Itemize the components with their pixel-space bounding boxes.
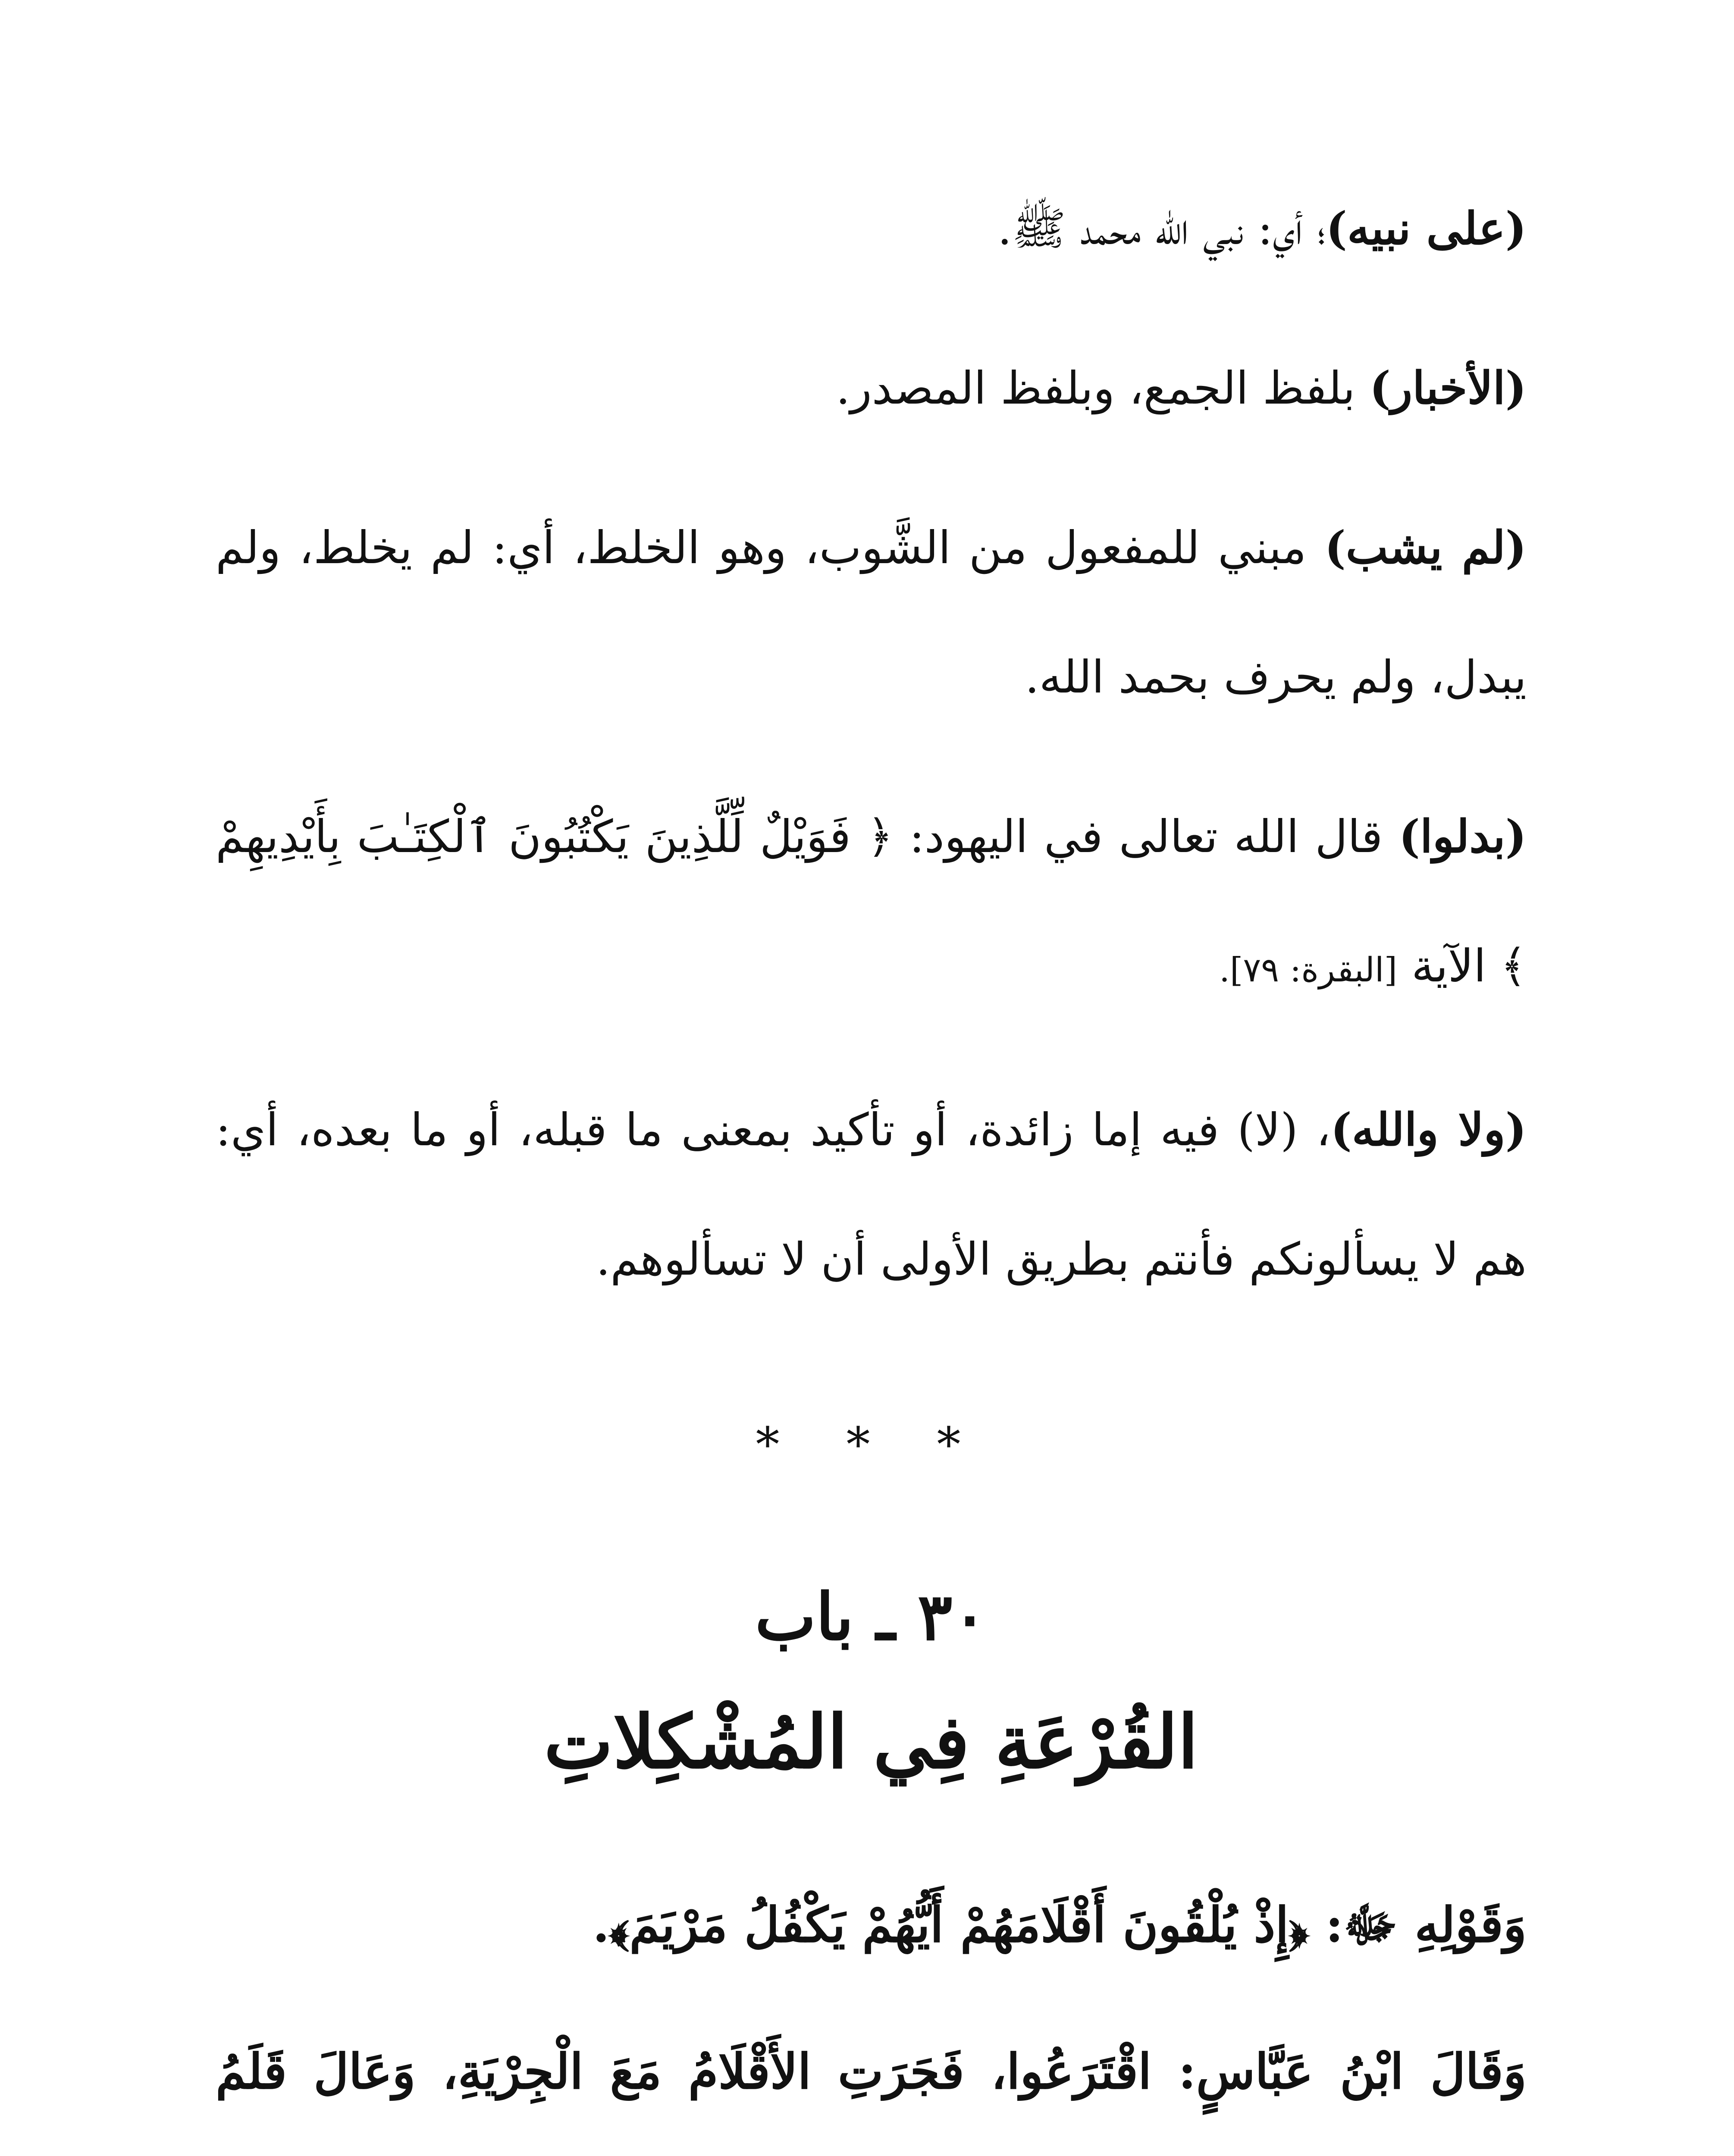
commentary-text: مبني للمفعول من الشَّوب، وهو الخلط، أي: لم يخلط، ولم يبدل، ولم يحرف بحمد الله. <box>216 521 1527 703</box>
chapter-title: القُرْعَةِ فِي المُشْكِلاتِ <box>544 1699 1198 1785</box>
commentary-lemma: (لم يشب) <box>1324 521 1527 574</box>
chapter-number: ٣٠ ـ باب <box>755 1579 988 1655</box>
commentary-lemma: (الأخبار) <box>1369 361 1527 414</box>
commentary-text: الآية <box>1397 940 1501 992</box>
commentary-paragraph <box>216 164 1527 293</box>
hadith-paragraph: وَقَالَ ابْنُ عَبَّاسٍ: اقْتَرَعُوا، فَجَرَتِ الأَقْلَامُ مَعَ الْجِرْيَةِ، وَعَالَ قَلَمُ <box>216 2043 1527 2100</box>
commentary-text: بلفظ الجمع، وبلفظ المصدر. <box>836 362 1370 414</box>
quran-quote: ﴿ فَوَيْلٌ لِّلَّذِينَ يَكْتُبُونَ ٱلْكِتَـٰبَ بِأَيْدِيهِمْ ﴾ <box>216 810 1527 992</box>
commentary-paragraph <box>216 772 1527 1035</box>
section-separator: * * * <box>756 1417 987 1472</box>
page-body <box>216 164 1527 2156</box>
commentary-paragraph <box>216 323 1527 453</box>
commentary-lemma: (على نبيه) <box>1326 202 1527 255</box>
commentary-paragraph <box>216 1065 1527 1324</box>
commentary-lemma: (بدلوا) <box>1398 810 1527 863</box>
commentary-paragraph <box>216 483 1527 742</box>
commentary-text: ؛ أي: نبي الله محمد ﷺ. <box>997 202 1326 255</box>
quran-reference: [البقرة: ٧٩]. <box>1219 951 1398 990</box>
hadith-paragraph: وَقَوْلِهِ ﷻ: ﴿إِذْ يُلْقُونَ أَقْلَامَهُمْ أَيُّهُمْ يَكْفُلُ مَرْيَمَ﴾. <box>593 1897 1527 1953</box>
commentary-text: قال الله تعالى في اليهود: <box>893 810 1399 863</box>
commentary-text: ، (لا) فيه إما زائدة، أو تأكيد بمعنى ما قبله، أو ما بعده، أي: هم لا يسألونكم فأنتم بطريق الأولى أن لا تسألوهم. <box>216 1103 1527 1285</box>
commentary-lemma: (ولا والله) <box>1330 1103 1527 1156</box>
